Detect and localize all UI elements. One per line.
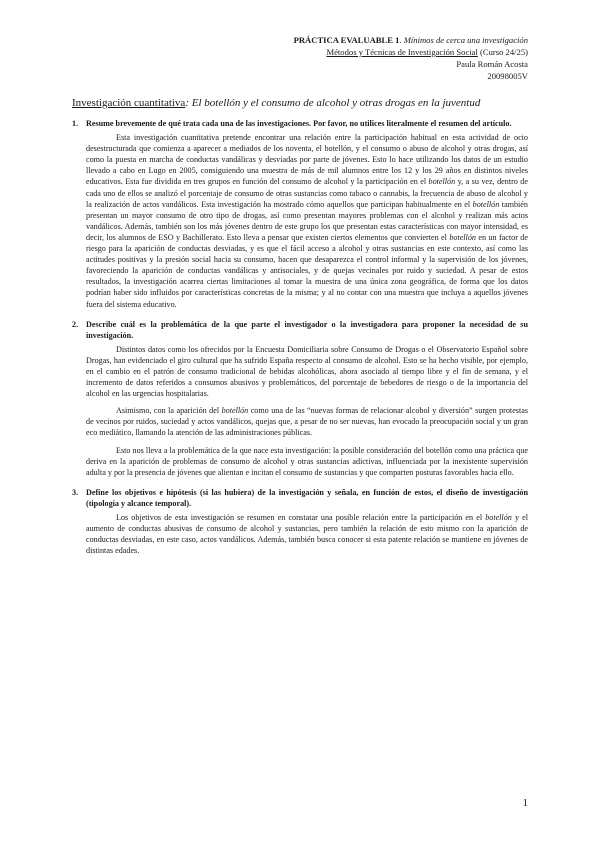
header-line-2 [128, 46, 528, 58]
answer-1-paragraph: Esta investigación cuantitativa pretende encontrar una relación entre la participación habitual en esta actividad de ocio desestructurada que comienza a aparecer a mediados de los noventa, el botellón, y el consumo o abuso de alcohol y otras drogas, así como la puesta en marcha de conductas vandálicas y desviadas por parte de jóvenes. Esto lo hace utilizando los datos de un estudio llevado a cabo en Lugo en 2005, consiguiendo una muestra de más de mil alumnos entre los 12 y los 29 años en distintos niveles educativos. Esta fue dividida en tres grupos en función del consumo de alcohol y la participación en el botellón y, a su vez, dentro de cada uno de ellos se analizó el porcentaje de consumo de otras sustancias como tabaco o cannabis, la frecuencia de abuso de alcohol y la realización de actos vandálicos. Esta investigación ha mostrado cómo aquellos que participan habitualmente en el botellón también presentan un mayor consumo de otro tipo de drogas, así como presentan mayores problemas con el alcohol y realizan más actos vandálicos. Además, también son los más jóvenes dentro de este grupo los que presentan estas características con mayor intensidad, es decir, los alumnos de ESO y Bachillerato. Esto lleva a pensar que existen ciertos elementos que convierten el botellón en un factor de riesgo para la aparición de conductas desviadas, y es que el fácil acceso a alcohol y otras sustancias en este contexto, así como las actitudes positivas y la presión social hacia su consumo, hacen que desaparezca el control informal y la supervisión de los jóvenes, favoreciendo la aparición de conductas vandálicas y antisociales, y de quejas vecinales por ruido y suciedad. A pesar de estos resultados, la investigación acarrea ciertas limitaciones al tomar la muestra de una única zona geográfica, de forma que los datos podrían haber sido influidos por características concretas de la misma; y al no contar con una muestra que incluya a aquellos jóvenes fuera del sistema educativo. [86, 133, 528, 309]
student-id: 20098005V [487, 71, 528, 81]
header-separator: . [399, 35, 404, 45]
question-text: Define los objetivos e hipótesis (si las hubiera) de la investigación y señala, en función de estos, el diseño de investigación (tipología y alcance temporal). [86, 487, 528, 508]
page-number: 1 [522, 797, 528, 809]
author-name: Paula Román Acosta [456, 59, 528, 69]
question-text: Describe cuál es la problemática de la que parte el investigador o la investigadora para proponer la necesidad de su investigación. [86, 319, 528, 340]
answer-2-paragraph-1: Distintos datos como los ofrecidos por la Encuesta Domiciliaria sobre Consumo de Drogas o el Observatorio Español sobre Drogas, han evidenciado el giro cultural que ha sufrido España respecto al consumo de alcohol. Esto se ha hecho visible, por ejemplo, en el cambio en el patrón de consumo tradicional de bebidas alcohólicas, ahora asociado al tiempo libre y el fin de semana, y el incremento de datos referidos a consumos abusivos y problemáticos, del porcentaje de bebedores de riesgo o de la importancia del alcohol en las urgencias hospitalarias. [86, 344, 528, 399]
course-name: Métodos y Técnicas de Investigación Social [326, 47, 478, 57]
document-body [72, 118, 528, 556]
question-number: 3. [72, 487, 79, 497]
practice-subtitle: Mínimos de cerca una investigación [403, 35, 528, 45]
question-3 [72, 487, 528, 509]
document-title [72, 96, 532, 110]
header-line-1 [128, 34, 528, 46]
practice-label: PRÁCTICA EVALUABLE 1 [293, 35, 400, 45]
title-type: Investigación cuantitativa [72, 97, 186, 109]
answer-2-paragraph-3: Esto nos lleva a la problemática de la que nace esta investigación: la posible consideración del botellón como una práctica que deriva en la aparición de problemas de consumo de alcohol y otras sustancias adictivas, influenciada por la inexistente supervisión adulta y por la presencia de jóvenes que alientan e incitan el consumo de sustancias y que comparten posturas favorables hacia ello. [86, 445, 528, 477]
question-text: Resume brevemente de qué trata cada una de las investigaciones. Por favor, no utilices literalmente el resumen del artículo. [86, 119, 512, 128]
question-1 [72, 118, 528, 129]
course-year: (Curso 24/25) [477, 47, 528, 57]
question-2 [72, 319, 528, 341]
question-number: 2. [72, 319, 79, 329]
title-topic: : El botellón y el consumo de alcohol y otras drogas en la juventud [185, 97, 481, 109]
answer-3-paragraph: Los objetivos de esta investigación se resumen en constatar una posible relación entre la participación en el botellón y el aumento de conductas abusivas de consumo de alcohol y sustancias, pero también la relación de esto mismo con la aparición de conductas desviadas, en este caso, actos vandálicos. Además, también busca conocer si esta patente relación se mantiene en jóvenes de distintas edades. [86, 513, 528, 556]
question-number: 1. [72, 119, 79, 128]
header-block [128, 34, 528, 82]
answer-2-paragraph-2: Asimismo, con la aparición del botellón como una de las “nuevas formas de relacionar alcohol y diversión” surgen protestas de vecinos por ruidos, suciedad y actos vandálicos, quejas que, a pesar de no ser nuevas, han evocado la preocupación social y un gran eco mediático, llamando la atención de las administraciones públicas. [86, 406, 528, 438]
